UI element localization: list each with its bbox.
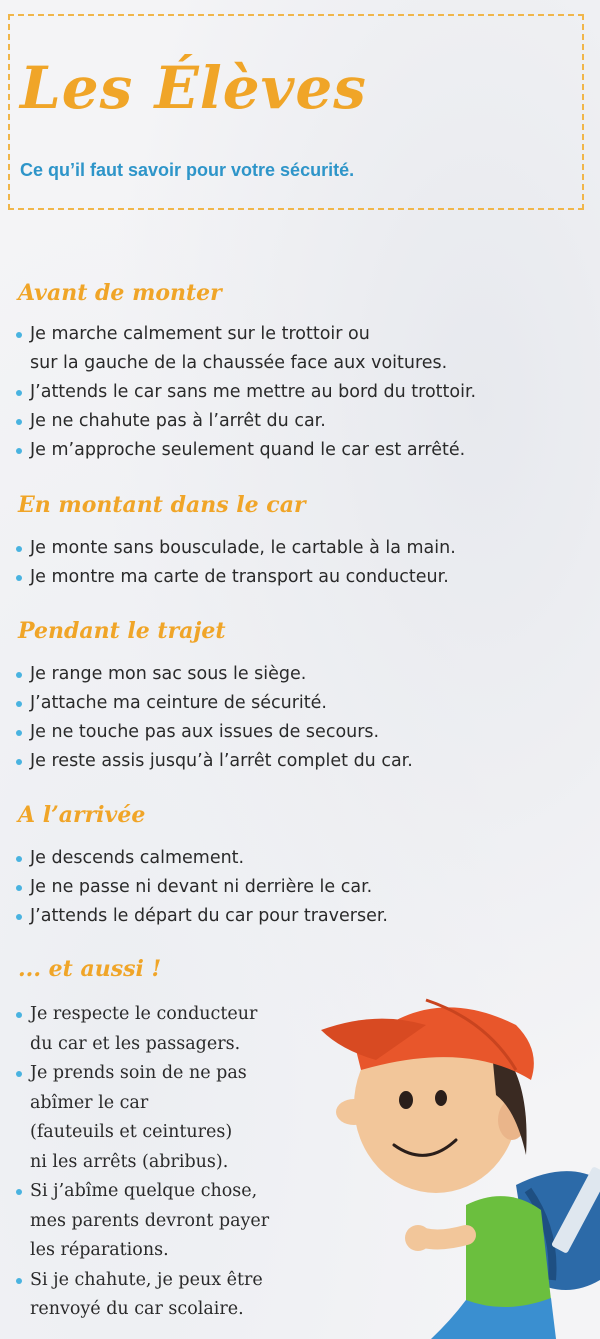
list-item-continuation: les réparations. [30, 1240, 169, 1260]
list-item: Je monte sans bousculade, le cartable à la main. [16, 534, 456, 563]
section-title-en-montant: En montant dans le car [18, 492, 306, 518]
list-item: Si j’abîme quelque chose, [16, 1177, 269, 1207]
section-list-avant-de-monter [16, 320, 476, 465]
nose-shape [336, 1099, 372, 1125]
list-item: Je montre ma carte de transport au conducteur. [16, 563, 456, 592]
section-title-a-l-arrivee: A l’arrivée [18, 802, 146, 828]
list-item: Je respecte le conducteur [16, 1000, 269, 1030]
list-item-continuation: sur la gauche de la chaussée face aux voitures. [30, 353, 448, 373]
section-list-en-montant [16, 534, 456, 592]
list-item: Je marche calmement sur le trottoir ou [16, 320, 476, 349]
list-item: Si je chahute, je peux être [16, 1266, 269, 1296]
section-title-et-aussi: ... et aussi ! [18, 956, 162, 982]
list-item: Je descends calmement. [16, 844, 388, 873]
list-item: Je m’approche seulement quand le car est arrêté. [16, 436, 476, 465]
boy-illustration [316, 980, 600, 1339]
list-item: Je ne chahute pas à l’arrêt du car. [16, 407, 476, 436]
shirt-shape [466, 1196, 551, 1311]
list-item-continuation: mes parents devront payer [30, 1210, 270, 1231]
eye-left [399, 1091, 413, 1109]
list-item: J’attends le car sans me mettre au bord du trottoir. [16, 378, 476, 407]
list-item: J’attache ma ceinture de sécurité. [16, 689, 413, 718]
section-list-pendant-le-trajet [16, 660, 413, 776]
page-subtitle: Ce qu’il faut savoir pour votre sécurité. [20, 160, 355, 180]
page-title: Les Élèves [20, 54, 367, 122]
list-item-continuation: renvoyé du car scolaire. [30, 1299, 244, 1319]
list-item-continuation: (fauteuils et ceintures) [30, 1122, 233, 1142]
hand-shape [405, 1225, 431, 1251]
list-item-continuation: ni les arrêts (abribus). [30, 1151, 229, 1172]
list-item-continuation: du car et les passagers. [30, 1033, 241, 1054]
list-item: Je ne passe ni devant ni derrière le car. [16, 873, 388, 902]
section-list-et-aussi [16, 1000, 269, 1325]
section-title-avant-de-monter: Avant de monter [18, 280, 222, 306]
list-item: Je prends soin de ne pas [16, 1059, 269, 1089]
section-title-pendant-le-trajet: Pendant le trajet [18, 618, 226, 644]
list-item-continuation: abîmer le car [30, 1092, 149, 1113]
eye-right [435, 1090, 447, 1106]
list-item: Je range mon sac sous le siège. [16, 660, 413, 689]
list-item: J’attends le départ du car pour traverser. [16, 902, 388, 931]
section-list-a-l-arrivee [16, 844, 388, 931]
list-item: Je ne touche pas aux issues de secours. [16, 718, 413, 747]
list-item: Je reste assis jusqu’à l’arrêt complet du car. [16, 747, 413, 776]
